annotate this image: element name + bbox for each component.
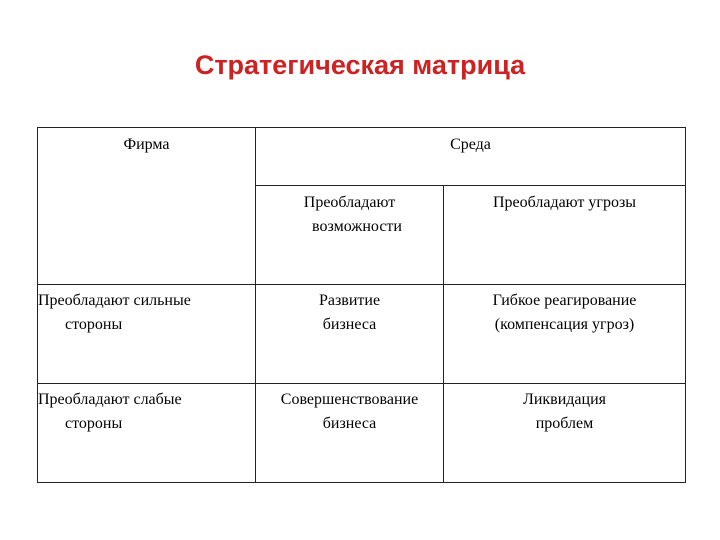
threats-header: Преобладают угрозы [492, 194, 637, 211]
row-label-line1: Преобладают сильные [38, 292, 191, 309]
business-improvement-cell [256, 384, 444, 483]
opportunities-header-line1: Преобладают [303, 194, 396, 211]
environment-header-cell [256, 128, 686, 186]
cell-line2: бизнеса [322, 415, 377, 432]
firm-header: Фирма [123, 136, 170, 153]
cell-line2: (компенсация угроз) [494, 316, 635, 333]
flexible-response-cell [444, 285, 686, 384]
cell-line1: Гибкое реагирование [492, 292, 637, 309]
row-label-line2: стороны [65, 415, 123, 432]
weaknesses-row-label [38, 384, 256, 483]
table-row [38, 285, 686, 384]
table-row [38, 384, 686, 483]
strengths-row-label [38, 285, 256, 384]
page-title: Стратегическая матрица [194, 50, 526, 80]
firm-header-cell [38, 128, 256, 285]
opportunities-header-cell [256, 186, 444, 285]
cell-line2: бизнеса [322, 316, 377, 333]
cell-line1: Совершенствование [280, 391, 419, 408]
business-development-cell [256, 285, 444, 384]
strategic-matrix-table [37, 127, 686, 483]
threats-header-cell [444, 186, 686, 285]
opportunities-header-line2: возможности [312, 218, 402, 235]
cell-line1: Ликвидация [522, 391, 607, 408]
problem-liquidation-cell [444, 384, 686, 483]
cell-line2: проблем [535, 415, 594, 432]
cell-line1: Развитие [318, 292, 381, 309]
environment-header: Среда [450, 136, 491, 153]
row-label-line2: стороны [65, 316, 123, 333]
row-label-line1: Преобладают слабые [38, 391, 182, 408]
